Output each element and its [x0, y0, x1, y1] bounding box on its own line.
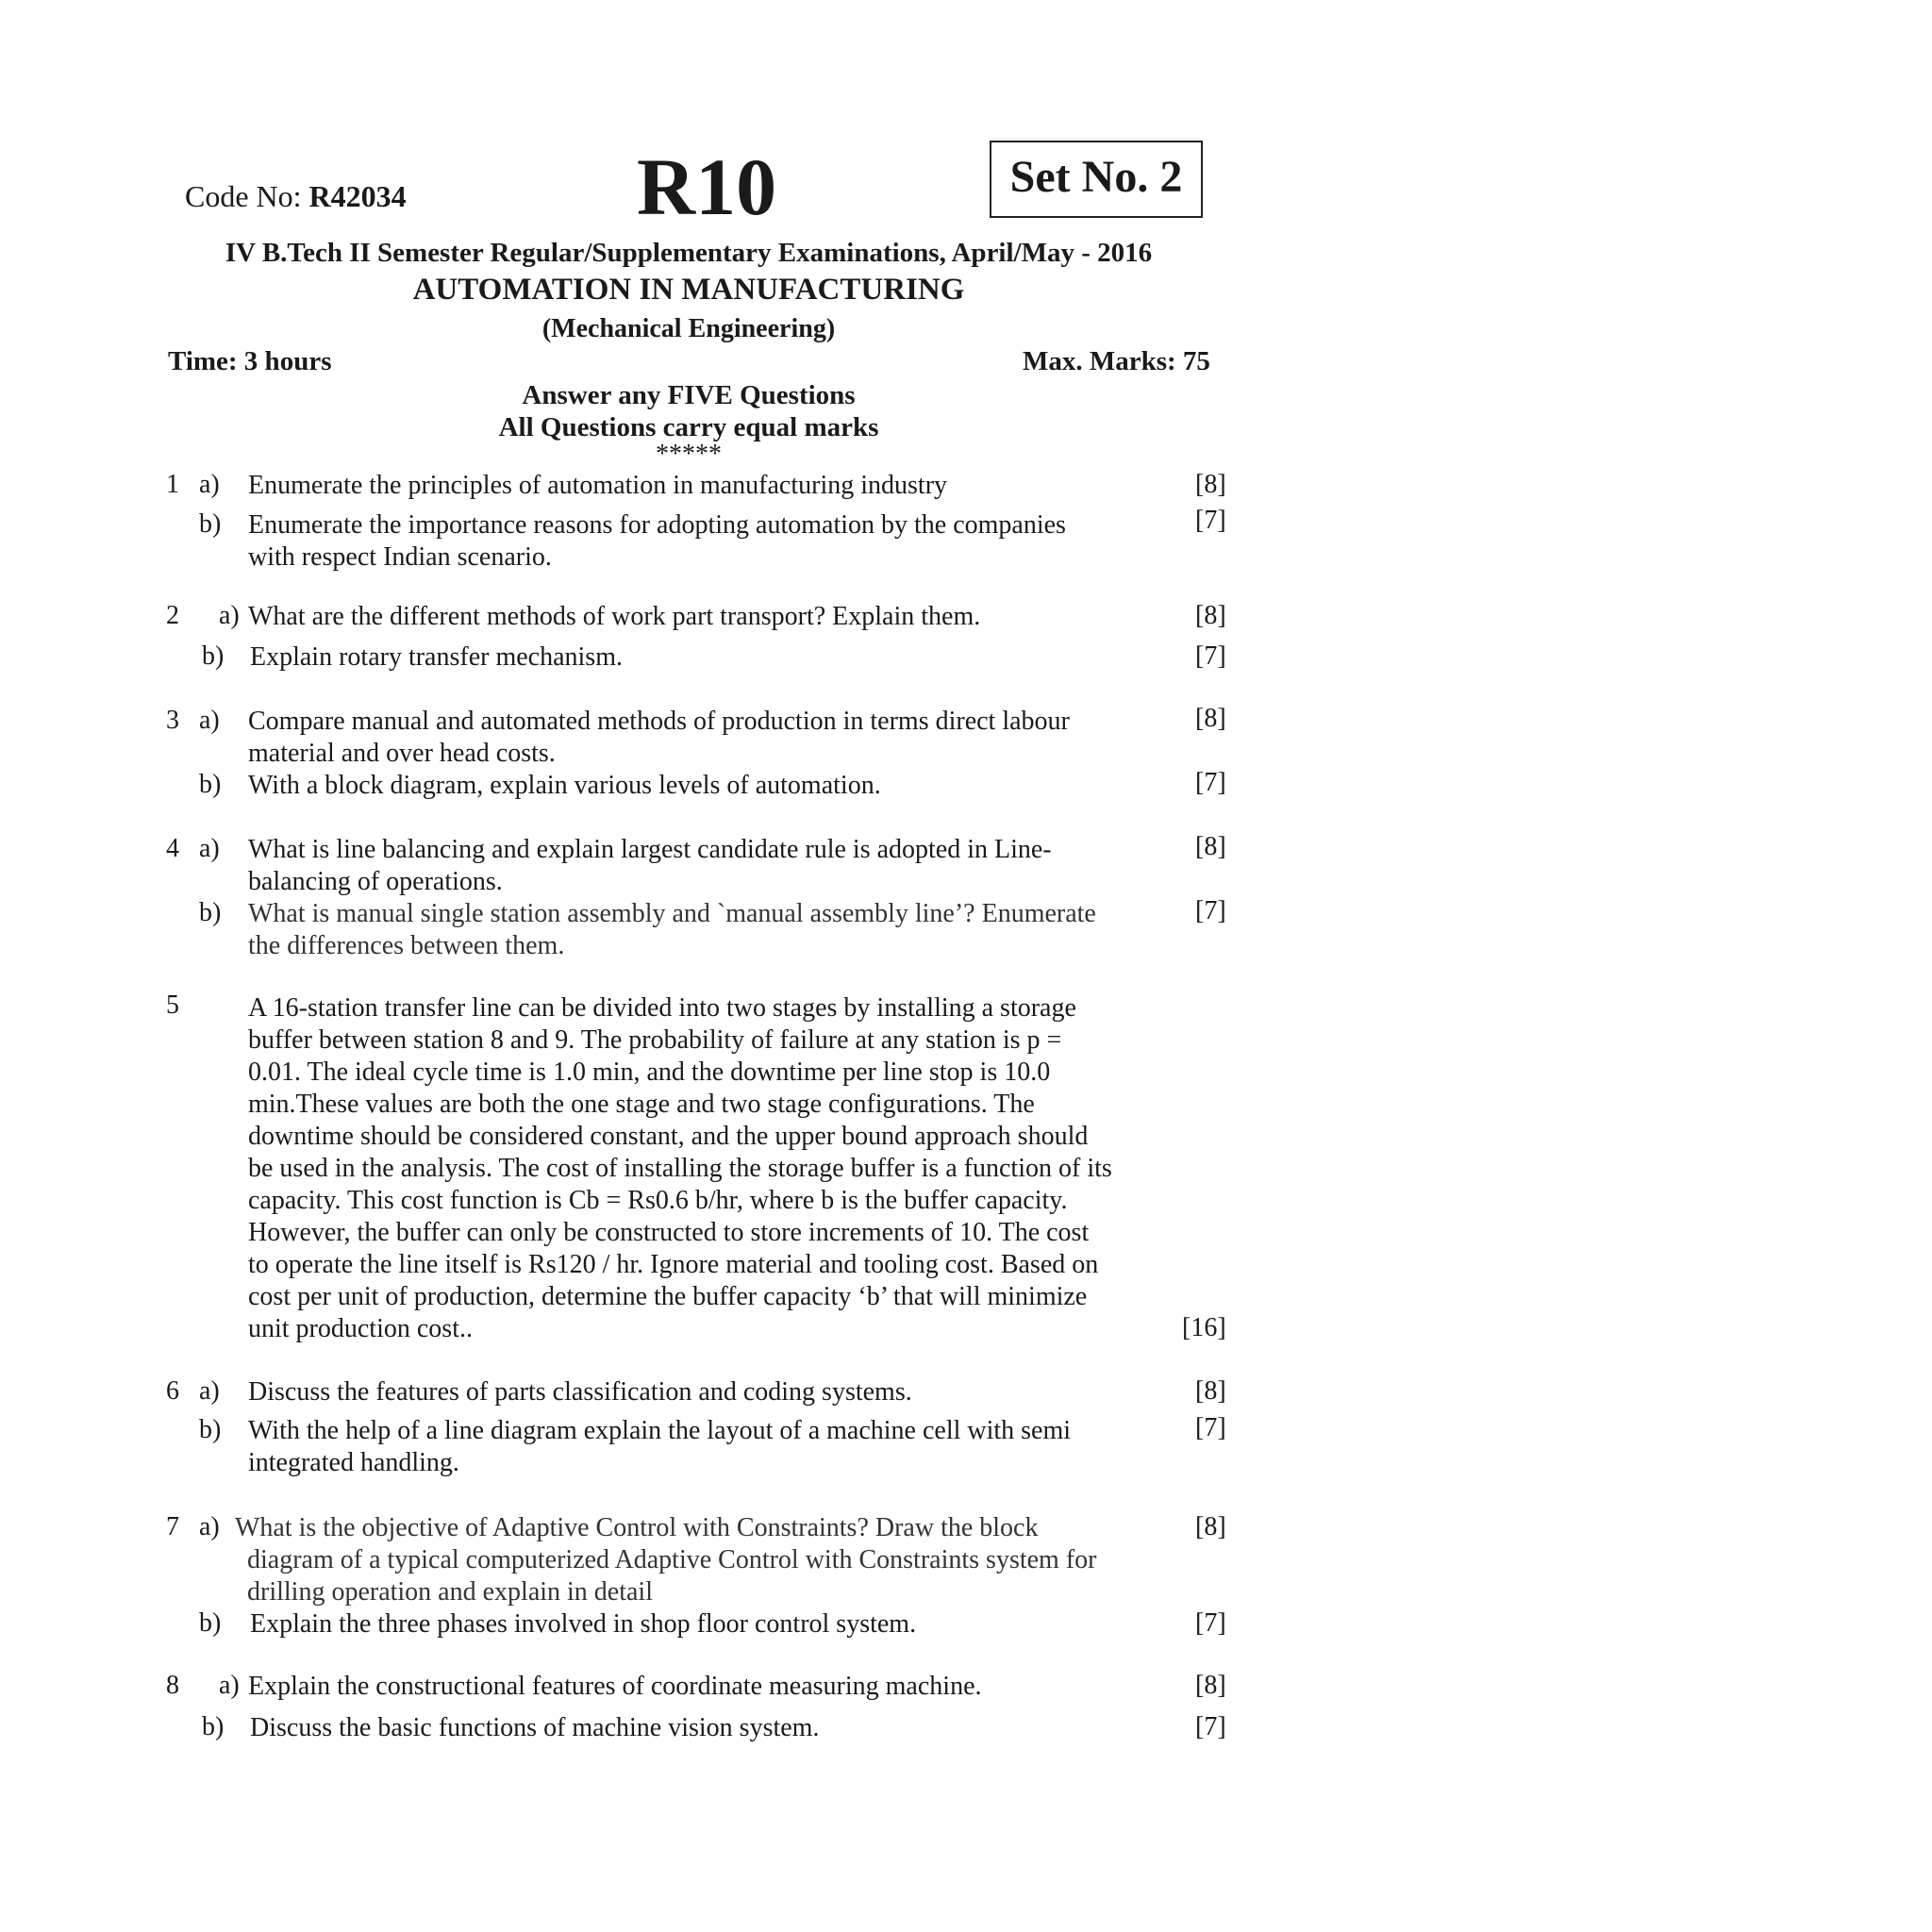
- text-line: material and over head costs.: [248, 739, 556, 768]
- part-text: [248, 770, 881, 802]
- part-marks: [8]: [1195, 704, 1226, 733]
- part-marks: [7]: [1195, 1413, 1226, 1442]
- question-number: 7: [166, 1512, 179, 1541]
- part-marks: [8]: [1195, 470, 1226, 499]
- exam-title: IV B.Tech II Semester Regular/Supplementary Examinations, April/May - 2016: [225, 238, 1153, 268]
- part-label: b): [199, 509, 222, 539]
- text-line: With a block diagram, explain various levels of automation.: [248, 771, 881, 800]
- part-marks: [8]: [1195, 601, 1226, 630]
- text-line: min.These values are both the one stage and two stage configurations. The: [248, 1090, 1035, 1119]
- part-text: [248, 898, 1096, 962]
- text-line: With the help of a line diagram explain the layout of a machine cell with semi: [248, 1416, 1072, 1445]
- part-label: a): [199, 834, 220, 863]
- text-line: drilling operation and explain in detail: [247, 1577, 653, 1607]
- time-allowed: Time: 3 hours: [168, 346, 332, 376]
- part-text: [250, 1712, 819, 1744]
- text-line: What is line balancing and explain largest candidate rule is adopted in Line-: [248, 835, 1052, 864]
- subject-title: AUTOMATION IN MANUFACTURING: [412, 273, 965, 307]
- department: (Mechanical Engineering): [541, 314, 836, 343]
- part-label: a): [199, 706, 220, 735]
- part-text: [235, 1512, 1096, 1608]
- text-line: Discuss the basic functions of machine vision system.: [250, 1713, 820, 1742]
- instruction-marks: All Questions carry equal marks: [498, 412, 879, 442]
- part-text: [248, 509, 1066, 574]
- max-marks: Max. Marks: 75: [1023, 346, 1210, 376]
- text-line: the differences between them.: [248, 931, 565, 960]
- question-number: 6: [166, 1376, 179, 1406]
- separator-stars: *****: [656, 440, 722, 469]
- part-label: b): [199, 1415, 222, 1444]
- text-line: be used in the analysis. The cost of installing the storage buffer is a function of its: [248, 1154, 1112, 1183]
- part-label: b): [202, 1712, 225, 1741]
- text-line: unit production cost..: [248, 1314, 473, 1343]
- text-line: to operate the line itself is Rs120 / hr. Ignore material and tooling cost. Based on: [248, 1250, 1099, 1279]
- text-line: Explain rotary transfer mechanism.: [250, 642, 623, 672]
- part-marks: [7]: [1195, 896, 1226, 925]
- part-label: b): [199, 1608, 222, 1638]
- part-text: [248, 601, 980, 633]
- text-line: What is manual single station assembly and `manual assembly line’? Enumerate: [248, 899, 1096, 928]
- text-line: Enumerate the principles of automation in manufacturing industry: [248, 471, 948, 500]
- text-line: Discuss the features of parts classification and coding systems.: [248, 1377, 912, 1407]
- question-number: 8: [166, 1671, 179, 1700]
- text-line: cost per unit of production, determine the buffer capacity ‘b’ that will minimize: [248, 1282, 1088, 1311]
- text-line: Explain the three phases involved in shop floor control system.: [250, 1609, 917, 1639]
- code-value: R42034: [308, 179, 407, 213]
- question-number: 1: [166, 470, 179, 499]
- part-text: [248, 1415, 1071, 1479]
- text-line: diagram of a typical computerized Adaptive Control with Constraints system for: [247, 1545, 1097, 1574]
- part-label: a): [199, 1512, 220, 1541]
- part-label: b): [199, 898, 222, 927]
- text-line: balancing of operations.: [248, 867, 503, 896]
- part-marks: [7]: [1195, 1712, 1226, 1741]
- part-label: a): [219, 1671, 240, 1700]
- instruction-answer: Answer any FIVE Questions: [522, 380, 856, 410]
- part-marks: [7]: [1195, 641, 1226, 671]
- part-text: [248, 834, 1052, 898]
- code-label: Code No:: [185, 179, 309, 213]
- question-marks: [16]: [1182, 1313, 1226, 1342]
- part-marks: [8]: [1195, 1512, 1226, 1541]
- text-line: with respect Indian scenario.: [248, 542, 552, 572]
- set-number-box: Set No. 2: [990, 141, 1203, 218]
- text-line: buffer between station 8 and 9. The probability of failure at any station is p =: [248, 1025, 1062, 1055]
- part-text: [248, 470, 947, 502]
- text-line: downtime should be considered constant, and the upper bound approach should: [248, 1122, 1089, 1151]
- part-label: b): [199, 770, 222, 799]
- part-marks: [7]: [1195, 768, 1226, 797]
- part-marks: [8]: [1195, 1671, 1226, 1700]
- text-line: Compare manual and automated methods of production in terms direct labour: [248, 707, 1070, 736]
- regulation-scheme: R10: [637, 142, 777, 232]
- part-marks: [8]: [1195, 1376, 1226, 1406]
- text-line: However, the buffer can only be constructed to store increments of 10. The cost: [248, 1218, 1090, 1247]
- text-line: What is the objective of Adaptive Control with Constraints? Draw the block: [235, 1513, 1039, 1542]
- part-text: [248, 1376, 912, 1408]
- part-label: a): [199, 470, 220, 499]
- part-marks: [7]: [1195, 1608, 1226, 1638]
- text-line: A 16-station transfer line can be divided into two stages by installing a storage: [248, 993, 1076, 1023]
- question-number: 3: [166, 706, 179, 735]
- part-marks: [8]: [1195, 832, 1226, 861]
- text-line: What are the different methods of work part transport? Explain them.: [248, 602, 981, 631]
- code-number: [185, 179, 407, 214]
- part-marks: [7]: [1195, 506, 1226, 535]
- question-text: [248, 992, 1112, 1345]
- question-number: 2: [166, 601, 179, 630]
- text-line: Explain the constructional features of coordinate measuring machine.: [248, 1672, 982, 1701]
- part-text: [250, 641, 623, 674]
- text-line: Enumerate the importance reasons for adopting automation by the companies: [248, 510, 1066, 540]
- question-number: 5: [166, 991, 179, 1020]
- part-text: [250, 1608, 916, 1641]
- part-text: [248, 706, 1070, 770]
- part-text: [248, 1671, 982, 1703]
- text-line: capacity. This cost function is Cb = Rs0.6 b/hr, where b is the buffer capacity.: [248, 1186, 1068, 1215]
- part-label: b): [202, 641, 225, 671]
- text-line: 0.01. The ideal cycle time is 1.0 min, and the downtime per line stop is 10.0: [248, 1058, 1051, 1087]
- question-number: 4: [166, 834, 179, 863]
- text-line: integrated handling.: [248, 1448, 459, 1477]
- part-label: a): [219, 601, 240, 630]
- part-label: a): [199, 1376, 220, 1406]
